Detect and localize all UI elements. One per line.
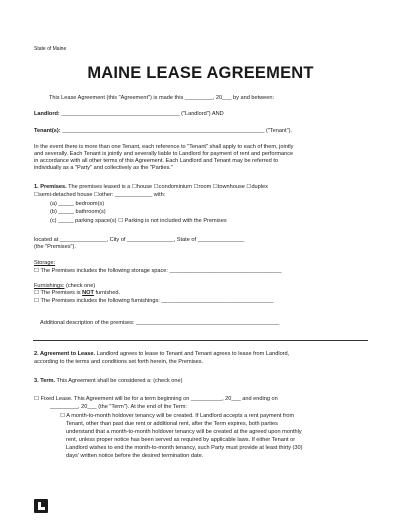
bathrooms-line: (b) _____ bathroom(s) <box>50 209 106 215</box>
agreement-text-1: Landlord agrees to lease to Tenant and Tenant agrees to lease from Landlord, <box>95 351 290 357</box>
definition-line-4: individually as a "Party" and collectively as the "Parties." <box>34 165 173 171</box>
location-line: located at _______________, City of _______________, State of _______________ <box>34 237 245 243</box>
term-text: This Agreement shall be considered a: (check one) <box>55 378 183 384</box>
agreement-row-1 <box>34 351 289 358</box>
month-to-month-line-2: Tenant, other than past due rent or additional rent, after the Term expires, both parties <box>66 421 278 427</box>
furnishings-option-list: ☐ The Premises includes the following furnishings: ____________________________________ <box>34 298 274 304</box>
fixed-lease-line-2: _________, 20___ (the "Term"). At the end of the Term: <box>50 404 187 410</box>
agreement-heading: 2. Agreement to Lease. <box>34 351 96 357</box>
premises-type-options: The premises leased is a ☐house ☐condominium ☐room ☐townhouse ☐duplex <box>66 184 268 190</box>
premises-row-2: ☐semi-detached house ☐other: ____________ with: <box>34 192 166 198</box>
month-to-month-line-6: days' written notice before the desired termination date. <box>66 453 204 459</box>
bedrooms-line: (a) _____ bedroom(s) <box>50 201 105 207</box>
month-to-month-line-5: Landlord wishes to end the month-to-month tenancy, such Party must provide at least thirty (30) <box>66 445 303 451</box>
premises-definition: (the "Premises"). <box>34 244 76 250</box>
premises-heading: 1. Premises. <box>34 184 67 190</box>
landlord-row <box>34 111 224 118</box>
fixed-lease-line-1: ☐ Fixed Lease. This Agreement will be for a term beginning on __________, 20___ and ending on <box>34 396 278 402</box>
not-emphasis: NOT <box>82 290 94 296</box>
furnishings-option-text: ☐ The Premises is <box>34 290 83 296</box>
tenants-line: _________________________________________________________________ ("Tenant"). <box>62 128 293 134</box>
definition-line-1: In the event there is more than one Tenant, each reference to "Tenant" shall apply to each of them, jointly <box>34 144 294 150</box>
storage-label: Storage: <box>34 260 56 266</box>
blank-line <box>33 340 368 341</box>
month-to-month-line-3: understand that a month-to-month holdover tenancy will be created at the agreed upon monthly <box>66 429 302 435</box>
furnishings-check-note: (check one) <box>64 283 96 289</box>
tenants-label: Tenant(s): <box>34 128 61 134</box>
parking-line: (c) _____ parking space(s) ☐ Parking is not included with the Premises <box>50 218 227 224</box>
landlord-label: Landlord: <box>34 111 60 117</box>
state-label: State of Maine <box>34 46 67 52</box>
furnishings-row <box>34 283 95 290</box>
brand-logo-icon <box>34 499 48 513</box>
tenants-row <box>34 128 292 135</box>
storage-option: ☐ The Premises includes the following storage space: ____________________________________ <box>34 268 282 274</box>
intro-text: This Lease Agreement (this "Agreement") is made this _________, 20___ by and between: <box>49 95 275 101</box>
furnishings-option-text-end: furnished. <box>93 290 121 296</box>
month-to-month-line-1: ☐ A month-to-month holdover tenancy will be created. If Landlord accepts a rent payment from <box>60 413 295 419</box>
term-heading: 3. Term. <box>34 378 56 384</box>
definition-line-2: and severally. Each Tenant is jointly and severally liable to Landlord for payment of rent and performance <box>34 151 294 157</box>
month-to-month-line-4: rent, unless proper notice has been served as required by applicable laws. If either Tenant or <box>66 437 296 443</box>
agreement-row-2: according to the terms and conditions set forth herein, the Premises. <box>34 359 204 365</box>
furnishings-label: Furnishings: <box>34 283 65 289</box>
furnishings-option-not-furnished <box>34 290 120 297</box>
term-row <box>34 378 182 385</box>
document-title: MAINE LEASE AGREEMENT <box>87 64 314 82</box>
additional-description: Additional description of the premises: ______________________________________________ <box>40 320 280 326</box>
definition-line-3: in accordance with all other terms of this Agreement. Each Landlord and Tenant may be referred to <box>34 158 278 164</box>
premises-row-1 <box>34 184 268 191</box>
landlord-line: ______________________________________ ("Landlord") AND <box>61 111 224 117</box>
